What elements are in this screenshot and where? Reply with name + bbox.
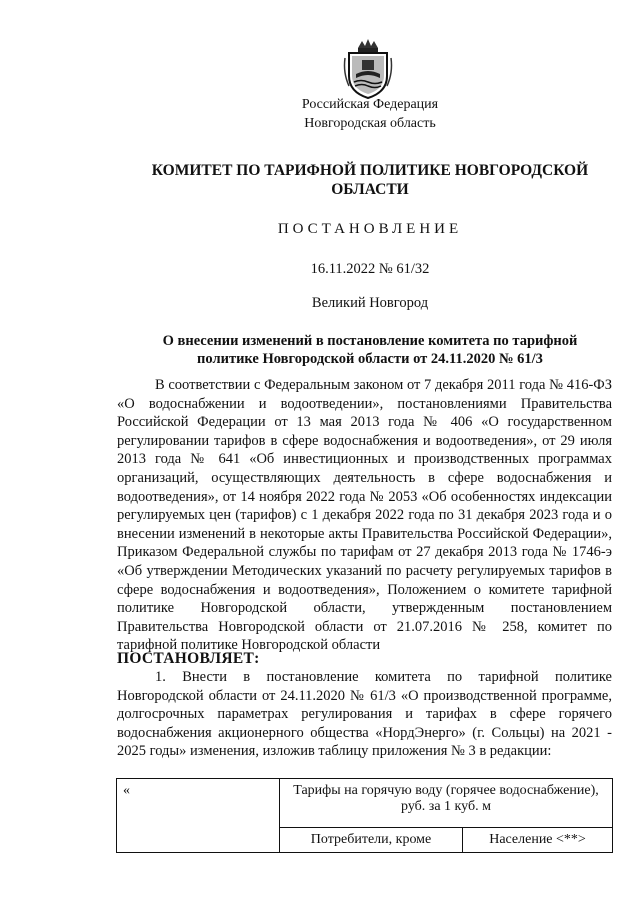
document-subject-line-2: политике Новгородской области от 24.11.2020 № 61/3 <box>197 351 543 367</box>
coat-of-arms-icon <box>342 38 394 100</box>
table-col-population: Население <**> <box>463 828 613 853</box>
preamble-paragraph: В соответствии с Федеральным законом от 7 декабря 2011 года № 416-ФЗ «О водоснабжении и водоотведении», постановлениями Правительства Российской Федерации от 13 мая 2013 года № 406 «О государственном регулировании тарифов в сфере водоснабжения и водоотведения», от 29 июля 2013 года № 641 «Об инвестиционных и производственных программах организаций, осуществляющих деятельность в сфере водоснабжения и водоотведения», от 14 ноября 2022 года № 2053 «Об особенностях индексации регулируемых цен (тарифов) с 1 декабря 2022 года по 31 декабря 2023 года и о внесении изменений в некоторые акты Правительства Российской Федерации», Приказом Федеральной службы по тарифам от 27 декабря 2013 года № 1746-э «Об утверждении Методических указаний по расчету регулируемых тарифов в сфере водоснабжения и водоотведения», Положением о комитете тарифной политике Новгородской области, утвержденным постановлением Правительства Новгородской области от 21.07.2016 № 258, комитет по тарифной политике Новгородской области <box>117 377 612 654</box>
document-city: Великий Новгород <box>311 295 429 311</box>
item-1-paragraph: 1. Внести в постановление комитета по тарифной политике Новгородской области от 24.11.2020 № 61/3 «О производственной программе, долгосрочных параметрах регулирования и тарифах в сфере горячего водоснабжения акционерного общества «НордЭнерго» (г. Сольцы) на 2021 - 2025 годы» изменения, изложив таблицу приложения № 3 в редакции: <box>117 669 612 760</box>
header-country: Российская Федерация <box>301 97 439 112</box>
document-type: ПОСТАНОВЛЕНИЕ <box>277 221 463 237</box>
table-col-consumers: Потребители, кроме <box>280 828 463 853</box>
table-cell-quote: « <box>117 779 280 853</box>
resolve-heading: ПОСТАНОВЛЯЕТ: <box>117 650 260 667</box>
header-region: Новгородская область <box>304 116 436 131</box>
document-date-number: 16.11.2022 № 61/32 <box>310 261 430 277</box>
document-subject-line-1: О внесении изменений в постановление комитета по тарифной <box>162 333 578 349</box>
table-header-tariffs: Тарифы на горячую воду (горячее водоснабжение), руб. за 1 куб. м <box>280 779 613 828</box>
committee-title-line-2: ОБЛАСТИ <box>331 181 409 198</box>
tariff-table <box>116 778 613 853</box>
table-row <box>117 779 613 828</box>
committee-title-line-1: КОМИТЕТ ПО ТАРИФНОЙ ПОЛИТИКЕ НОВГОРОДСКОЙ <box>151 162 589 179</box>
